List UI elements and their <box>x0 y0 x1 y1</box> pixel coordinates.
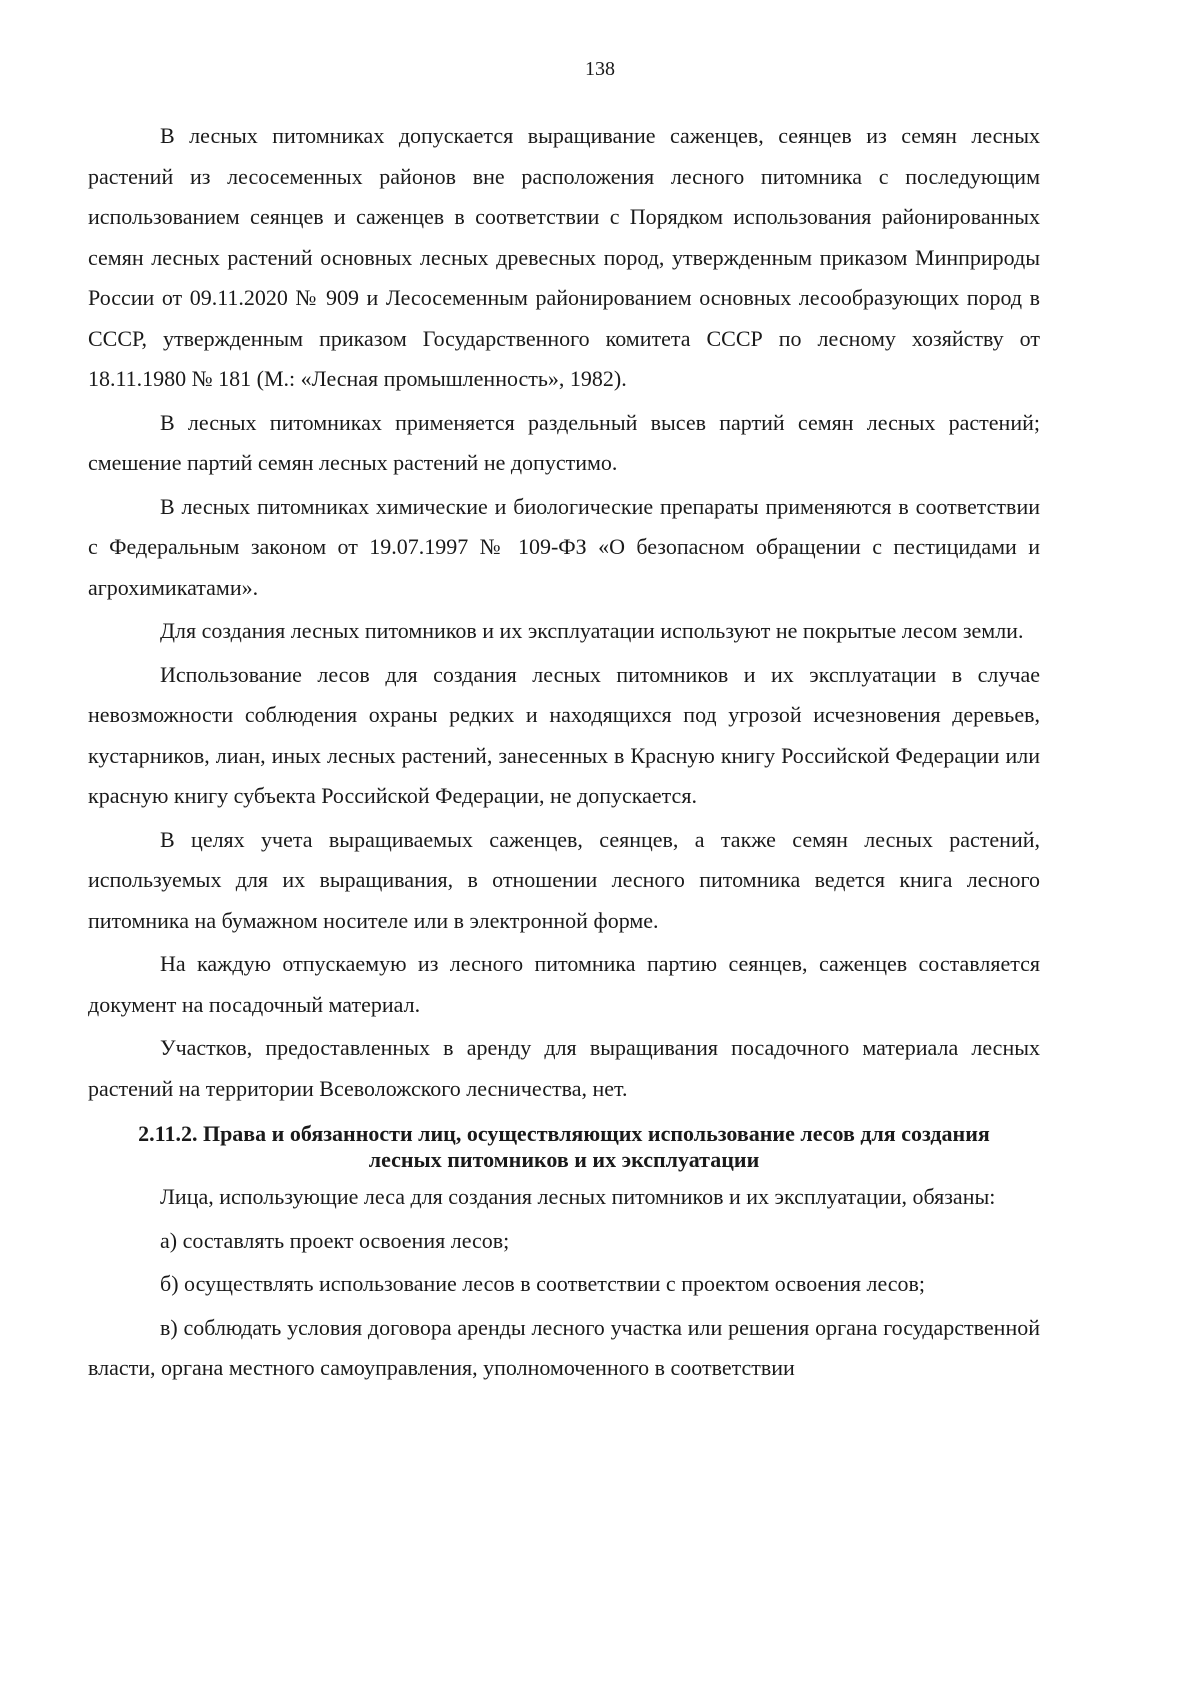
paragraph: В лесных питомниках допускается выращивание саженцев, сеянцев из семян лесных растений из лесосеменных районов вне расположения лесного питомника с последующим использованием сеянцев и саженцев в соответствии с Порядком использования районированных семян лесных растений основных лесных древесных пород, утвержденным приказом Минприроды России от 09.11.2020 № 909 и Лесосеменным районированием основных лесообразующих пород в СССР, утвержденным приказом Государственного комитета СССР по лесному хозяйству от 18.11.1980 № 181 (М.: «Лесная промышленность», 1982). <box>88 123 1040 391</box>
page-body <box>88 116 1040 1389</box>
list-item: в) соблюдать условия договора аренды лесного участка или решения органа государственной власти, органа местного самоуправления, уполномоченного в соответствии <box>88 1314 1040 1380</box>
section-heading <box>88 1121 1040 1173</box>
section-heading-line-1: 2.11.2. Права и обязанности лиц, осуществляющих использование лесов для создания <box>138 1121 990 1146</box>
page-number: 138 <box>585 58 615 80</box>
section-heading-line-2: лесных питомников и их эксплуатации <box>368 1147 760 1172</box>
paragraph: В лесных питомниках химические и биологические препараты применяются в соответствии с Федеральным законом от 19.07.1997 № 109-ФЗ «О безопасном обращении с пестицидами и агрохимикатами». <box>88 493 1040 600</box>
list-item: а) составлять проект освоения лесов; <box>160 1227 510 1253</box>
paragraph: Использование лесов для создания лесных питомников и их эксплуатации в случае невозможности соблюдения охраны редких и находящихся под угрозой исчезновения деревьев, кустарников, лиан, иных лесных растений, занесенных в Красную книгу Российской Федерации или красную книгу субъекта Российской Федерации, не допускается. <box>88 661 1040 808</box>
list-item: б) осуществлять использование лесов в соответствии с проектом освоения лесов; <box>160 1271 926 1296</box>
paragraph: Участков, предоставленных в аренду для выращивания посадочного материала лесных растений на территории Всеволожского лесничества, нет. <box>88 1035 1040 1101</box>
paragraph: На каждую отпускаемую из лесного питомника партию сеянцев, саженцев составляется документ на посадочный материал. <box>88 951 1040 1017</box>
paragraph: В целях учета выращиваемых саженцев, сеянцев, а также семян лесных растений, используемых для их выращивания, в отношении лесного питомника ведется книга лесного питомника на бумажном носителе или в электронной форме. <box>88 826 1040 933</box>
paragraph: В лесных питомниках применяется раздельный высев партий семян лесных растений; смешение партий семян лесных растений не допустимо. <box>88 409 1040 475</box>
paragraph: Для создания лесных питомников и их эксплуатации используют не покрытые лесом земли. <box>160 618 1024 643</box>
paragraph: Лица, использующие леса для создания лесных питомников и их эксплуатации, обязаны: <box>160 1184 996 1209</box>
